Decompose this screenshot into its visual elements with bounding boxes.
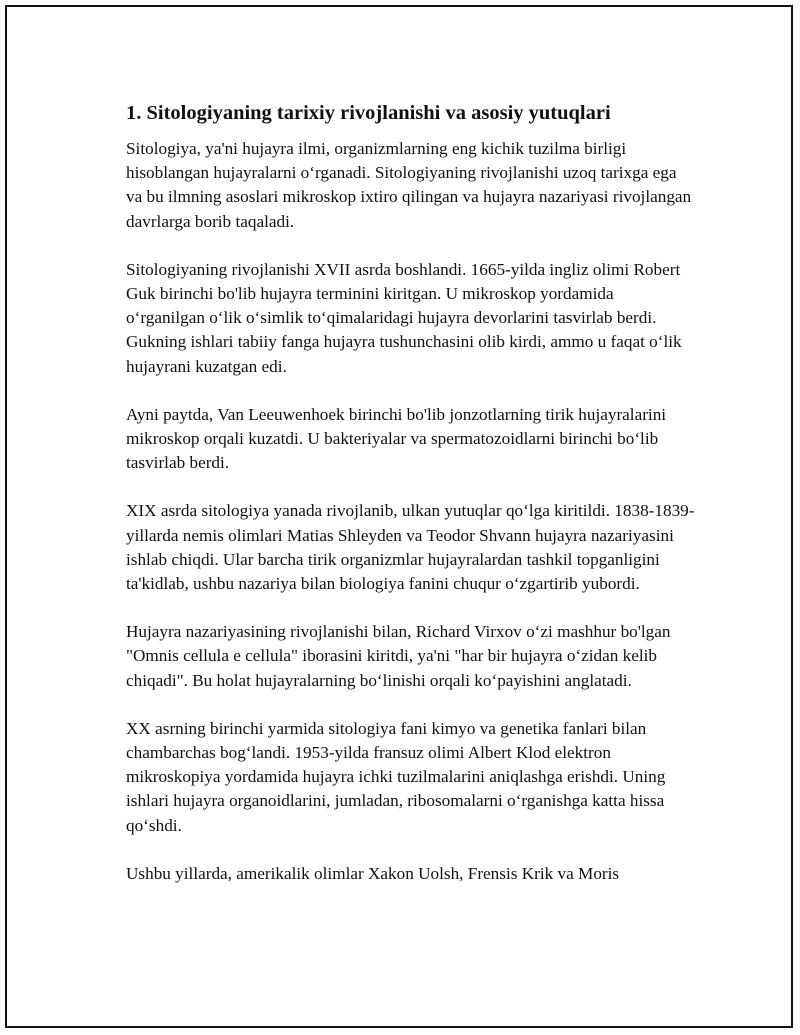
section-heading: 1. Sitologiyaning tarixiy rivojlanishi va asosiy yutuqlari [126,102,611,124]
paragraph-virchow: Hujayra nazariyasining rivojlanishi bilan, Richard Virxov o‘zi mashhur bo'lgan "Omnis cellula e cellula" iborasini kiritdi, ya'ni "har bir hujayra o‘zidan kelib chiqadi". Bu holat hujayralarning bo‘linishi orqali ko‘payishini anglatadi. [126,622,671,690]
paragraph-xx-century: XX asrning birinchi yarmida sitologiya fani kimyo va genetika fanlari bilan chambarchas bog‘landi. 1953-yilda fransuz olimi Albert Klod elektron mikroskopiya yordamida hujayra ichki tuzilmalarini aniqlashga erishdi. Uning ishlari hujayra organoidlarini, jumladan, ribosomalarni o‘rganishga katta hissa qo‘shdi. [126,718,666,835]
paragraph-xvii-century: Sitologiyaning rivojlanishi XVII asrda boshlandi. 1665-yilda ingliz olimi Robert Guk birinchi bo'lib hujayra terminini kiritgan. U mikroskop yordamida o‘rganilgan o‘lik o‘simlik to‘qimalaridagi hujayra devorlarini tasvirlab berdi. Gukning ishlari tabiiy fanga hujayra tushunchasini olib kirdi, ammo u faqat o‘lik hujayrani kuzatgan edi. [126,259,682,376]
paragraph-american-scientists: Ushbu yillarda, amerikalik olimlar Xakon Uolsh, Frensis Krik va Moris [126,863,620,883]
paragraph-intro: Sitologiya, ya'ni hujayra ilmi, organizmlarning eng kichik tuzilma birligi hisoblangan hujayralarni o‘rganadi. Sitologiyaning rivojlanishi uzoq tarixga ega va bu ilmning asoslari mikroskop ixtiro qilingan va hujayra nazariyasi rivojlangan davrlarga borib taqaladi. [126,139,692,231]
document-body [126,99,696,910]
paragraph-xix-century: XIX asrda sitologiya yanada rivojlanib, ulkan yutuqlar qo‘lga kiritildi. 1838-1839-yillarda nemis olimlari Matias Shleyden va Teodor Shvann hujayra nazariyasini ishlab chiqdi. Ular barcha tirik organizmlar hujayralardan tashkil topganligini ta'kidlab, ushbu nazariya bilan biologiya fanini chuqur o‘zgartirib yubordi. [126,501,695,594]
paragraph-leeuwenhoek: Ayni paytda, Van Leeuwenhoek birinchi bo'lib jonzotlarning tirik hujayralarini mikroskop orqali kuzatdi. U bakteriyalar va spermatozoidlarni birinchi bo‘lib tasvirlab berdi. [126,404,667,473]
page-frame [5,5,793,1028]
